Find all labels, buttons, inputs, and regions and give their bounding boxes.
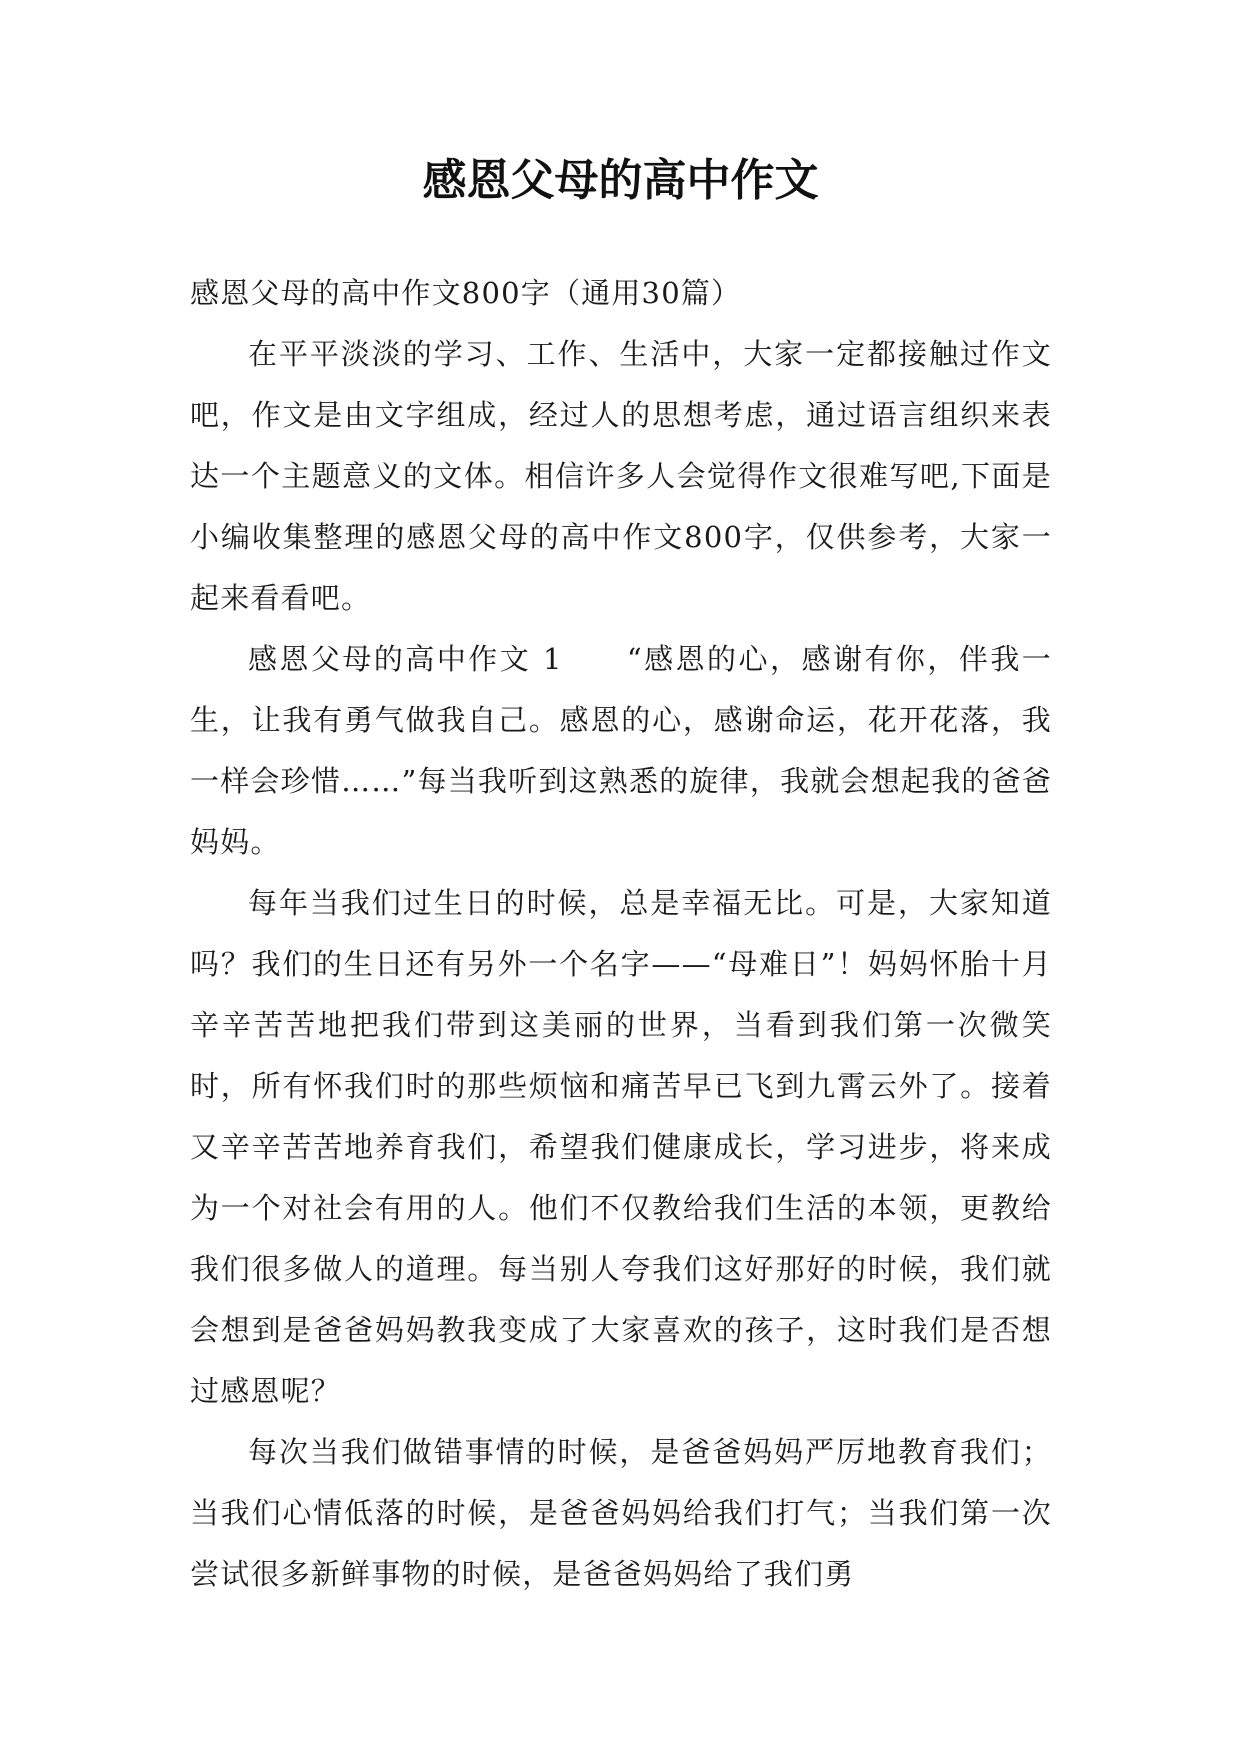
document-title: 感恩父母的高中作文 (422, 155, 819, 206)
document-body (190, 263, 1052, 1605)
paragraph-intro: 在平平淡淡的学习、工作、生活中，大家一定都接触过作文吧，作文是由文字组成，经过人的思想考虑，通过语言组织来表达一个主题意义的文体。相信许多人会觉得作文很难写吧,下面是小编收集整理的感恩父母的高中作文800字，仅供参考，大家一起来看看吧。 (190, 337, 1052, 615)
paragraph-essay-1-opening: 感恩父母的高中作文 1 “感恩的心，感谢有你，伴我一生，让我有勇气做我自己。感恩的心，感谢命运，花开花落，我一样会珍惜……”每当我听到这熟悉的旋律，我就会想起我的爸爸妈妈。 (190, 642, 1052, 859)
paragraph-parents-help: 每次当我们做错事情的时候，是爸爸妈妈严厉地教育我们；当我们心情低落的时候，是爸爸妈妈给我们打气；当我们第一次尝试很多新鲜事物的时候，是爸爸妈妈给了我们勇 (190, 1435, 1052, 1591)
document-subtitle: 感恩父母的高中作文800字（通用30篇） (190, 276, 742, 310)
paragraph-birthday: 每年当我们过生日的时候，总是幸福无比。可是，大家知道吗？我们的生日还有另外一个名字——“母难日”！妈妈怀胎十月辛辛苦苦地把我们带到这美丽的世界，当看到我们第一次微笑时，所有怀我们时的那些烦恼和痛苦早已飞到九霄云外了。接着又辛辛苦苦地养育我们，希望我们健康成长，学习进步，将来成为一个对社会有用的人。他们不仅教给我们生活的本领，更教给我们很多做人的道理。每当别人夸我们这好那好的时候，我们就会想到是爸爸妈妈教我变成了大家喜欢的孩子，这时我们是否想过感恩呢？ (190, 886, 1052, 1408)
